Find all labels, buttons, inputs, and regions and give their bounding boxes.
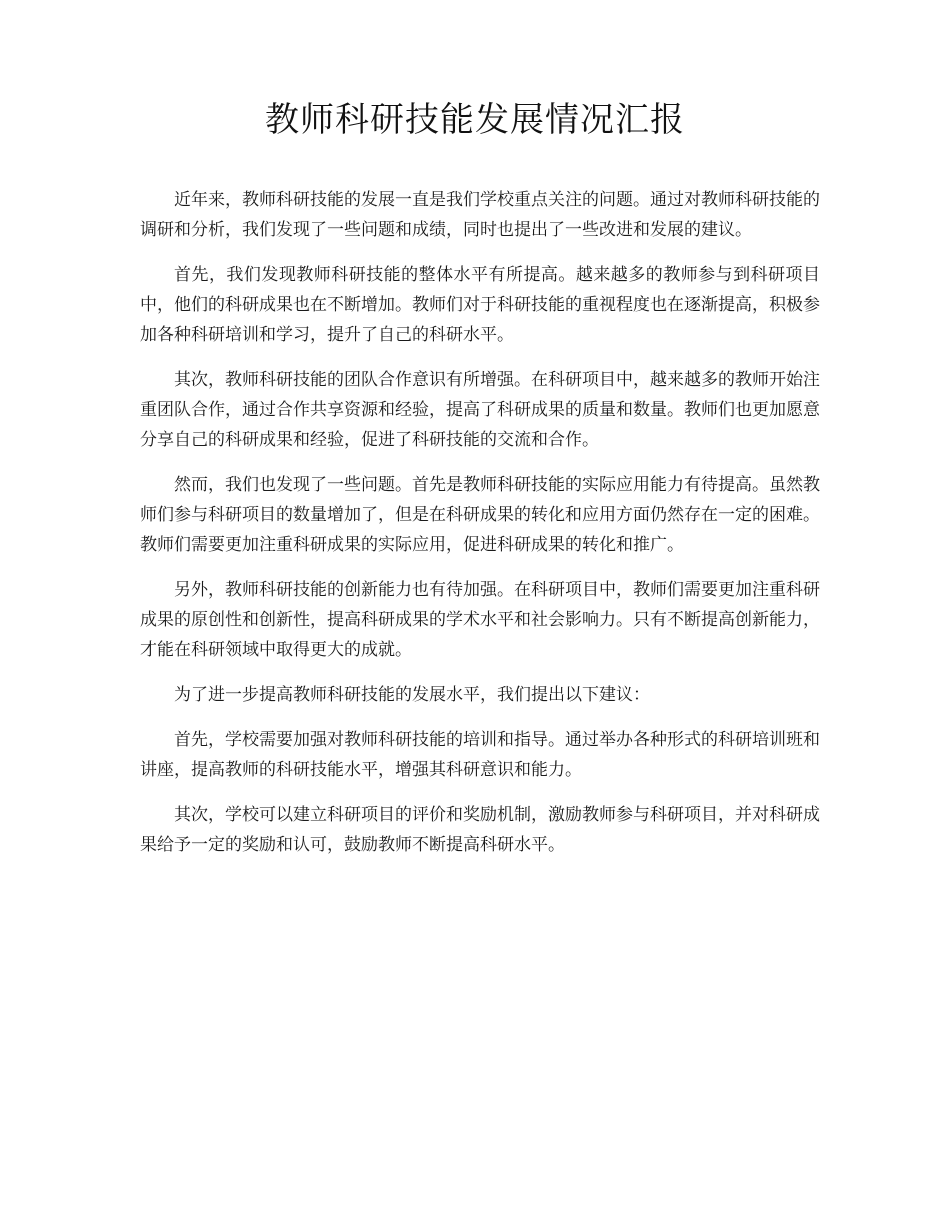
paragraph-7: 首先，学校需要加强对教师科研技能的培训和指导。通过举办各种形式的科研培训班和讲座，提高教师的科研技能水平，增强其科研意识和能力。 [140,730,820,780]
paragraph-2: 首先，我们发现教师科研技能的整体水平有所提高。越来越多的教师参与到科研项目中，他们的科研成果也在不断增加。教师们对于科研技能的重视程度也在逐渐提高，积极参加各种科研培训和学习，提升了自己的科研水平。 [140,265,820,345]
paragraph-8: 其次，学校可以建立科研项目的评价和奖励机制，激励教师参与科研项目，并对科研成果给予一定的奖励和认可，鼓励教师不断提高科研水平。 [140,805,820,855]
paragraph-1: 近年来，教师科研技能的发展一直是我们学校重点关注的问题。通过对教师科研技能的调研和分析，我们发现了一些问题和成绩，同时也提出了一些改进和发展的建议。 [140,190,820,240]
paragraph-4: 然而，我们也发现了一些问题。首先是教师科研技能的实际应用能力有待提高。虽然教师们参与科研项目的数量增加了，但是在科研成果的转化和应用方面仍然存在一定的困难。教师们需要更加注重科研成果的实际应用，促进科研成果的转化和推广。 [140,475,820,555]
paragraph-6: 为了进一步提高教师科研技能的发展水平，我们提出以下建议： [174,685,650,705]
document-title: 教师科研技能发展情况汇报 [265,100,685,140]
document-body [140,185,820,875]
paragraph-5: 另外，教师科研技能的创新能力也有待加强。在科研项目中，教师们需要更加注重科研成果的原创性和创新性，提高科研成果的学术水平和社会影响力。只有不断提高创新能力，才能在科研领域中取得更大的成就。 [140,580,820,660]
paragraph-3: 其次，教师科研技能的团队合作意识有所增强。在科研项目中，越来越多的教师开始注重团队合作，通过合作共享资源和经验，提高了科研成果的质量和数量。教师们也更加愿意分享自己的科研成果和经验，促进了科研技能的交流和合作。 [140,370,820,450]
